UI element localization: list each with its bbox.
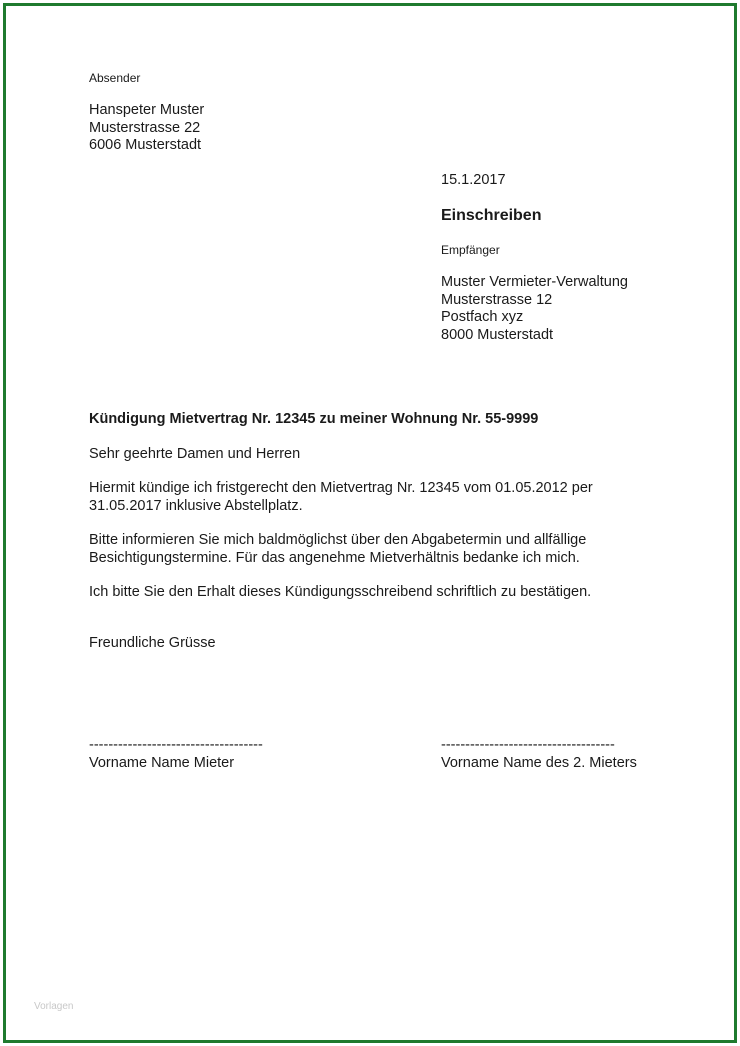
closing: Freundliche Grüsse <box>89 635 216 651</box>
paragraph-handover <box>89 532 586 567</box>
sender-label: Absender <box>89 71 141 85</box>
recipient-line: Musterstrasse 12 <box>441 291 553 308</box>
paragraph-line: Bitte informieren Sie mich baldmöglichst über den Abgabetermin und allfällige <box>89 532 587 548</box>
recipient-label: Empfänger <box>441 243 500 257</box>
sender-address <box>89 102 204 155</box>
recipient-line: Postfach xyz <box>441 309 524 325</box>
salutation: Sehr geehrte Damen und Herren <box>89 446 301 462</box>
sender-street: Musterstrasse 22 <box>89 119 201 136</box>
paragraph-termination <box>89 480 593 515</box>
page-border-frame <box>3 3 737 1043</box>
sender-name: Hanspeter Muster <box>89 102 205 118</box>
paragraph-confirmation <box>89 584 591 602</box>
recipient-line: 8000 Musterstadt <box>441 326 554 343</box>
paragraph-line: Ich bitte Sie den Erhalt dieses Kündigungsschreibend schriftlich zu bestätigen. <box>89 584 592 600</box>
letter-subject: Kündigung Mietvertrag Nr. 12345 zu meiner Wohnung Nr. 55-9999 <box>89 411 539 427</box>
letter-date: 15.1.2017 <box>441 172 506 188</box>
signature-block-tenant <box>89 737 263 772</box>
signature-line: ------------------------------------ <box>89 737 263 753</box>
signature-block-second-tenant <box>441 737 637 772</box>
signature-name: Vorname Name Mieter <box>89 754 235 771</box>
paragraph-line: 31.05.2017 inklusive Abstellplatz. <box>89 497 303 514</box>
signature-name: Vorname Name des 2. Mieters <box>441 754 637 771</box>
paragraph-line: Besichtigungstermine. Für das angenehme Mietverhältnis bedanke ich mich. <box>89 549 580 566</box>
watermark: Vorlagen <box>34 1001 74 1012</box>
recipient-address <box>441 274 628 344</box>
delivery-type: Einschreiben <box>441 207 542 224</box>
recipient-line: Muster Vermieter-Verwaltung <box>441 274 628 290</box>
paragraph-line: Hiermit kündige ich fristgerecht den Mietvertrag Nr. 12345 vom 01.05.2012 per <box>89 480 593 496</box>
sender-city: 6006 Musterstadt <box>89 137 202 153</box>
signature-line: ------------------------------------ <box>441 737 615 753</box>
